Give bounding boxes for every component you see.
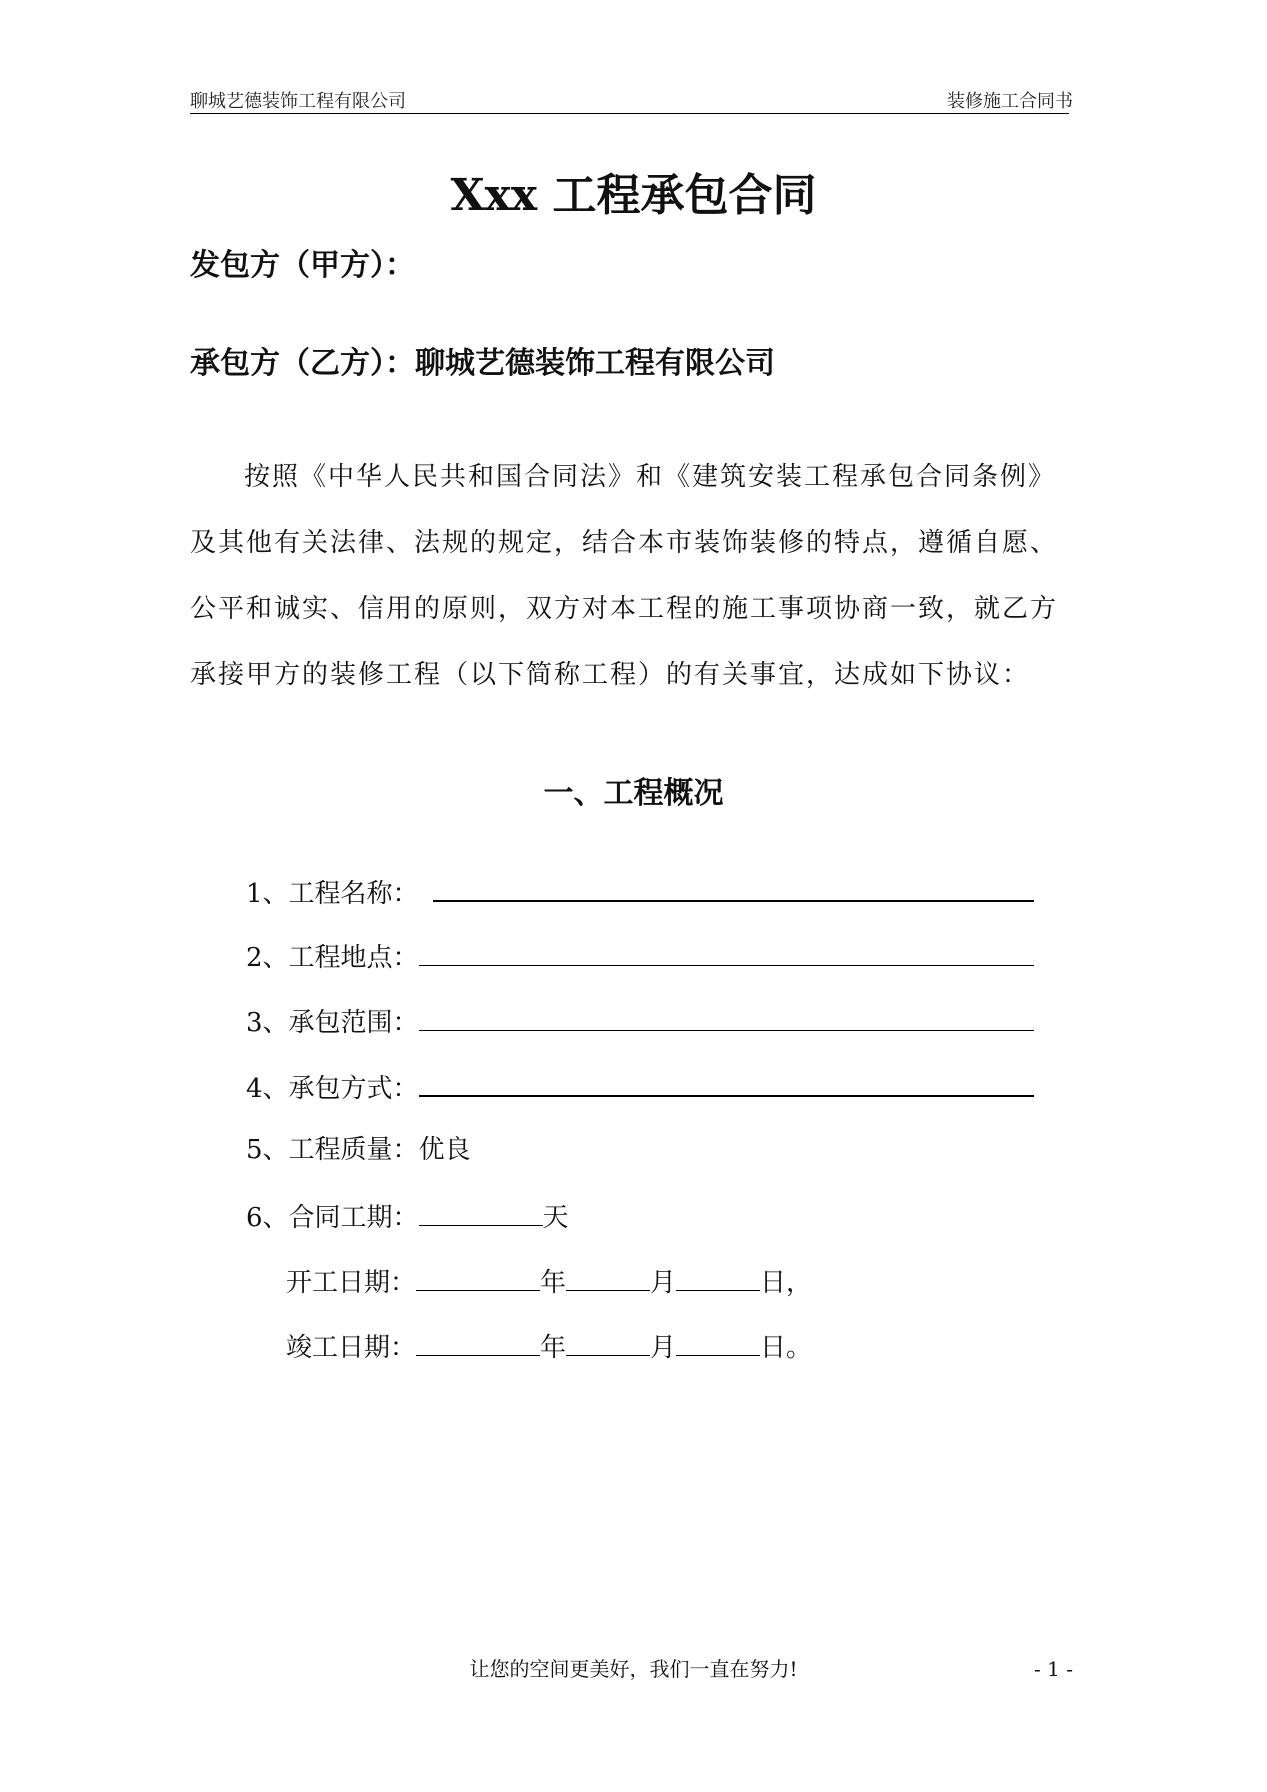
party-a-label: 发包方（甲方）： (190, 248, 415, 283)
year-unit: 年 (540, 1268, 567, 1298)
item-label: 2、工程地点： (246, 943, 419, 973)
project-name-blank[interactable] (433, 872, 1034, 902)
period-unit: 天 (542, 1203, 569, 1233)
end-date-label: 竣工日期： (286, 1333, 417, 1363)
end-year-blank[interactable] (416, 1327, 540, 1356)
item-contract-method (246, 1067, 1034, 1107)
item-project-name (246, 872, 1034, 912)
header-divider (190, 113, 1069, 114)
start-year-blank[interactable] (416, 1262, 540, 1291)
month-unit: 月 (650, 1333, 677, 1363)
end-day-blank[interactable] (676, 1327, 760, 1356)
item-label: 1、工程名称： (246, 879, 419, 909)
item-label: 4、承包方式： (246, 1074, 419, 1104)
header-company: 聊城艺德装饰工程有限公司 (190, 91, 406, 112)
project-quality-value: 优良 (418, 1135, 471, 1165)
contract-period-blank[interactable] (419, 1197, 543, 1226)
contract-method-blank[interactable] (419, 1067, 1034, 1097)
day-unit: 日。 (760, 1333, 813, 1363)
intro-paragraph: 按照《中华人民共和国合同法》和《建筑安装工程承包合同条例》及其他有关法律、法规的规定，结合本市装饰装修的特点，遵循自愿、公平和诚实、信用的原则，双方对本工程的施工事项协商一致，就乙方承接甲方的装修工程（以下简称工程）的有关事宜，达成如下协议： (190, 462, 1059, 690)
project-location-blank[interactable] (419, 937, 1034, 966)
end-date-row (286, 1327, 812, 1366)
section-title-overview: 一、工程概况 (543, 776, 724, 811)
start-day-blank[interactable] (676, 1262, 760, 1291)
month-unit: 月 (650, 1268, 677, 1298)
header-doc-type: 装修施工合同书 (947, 91, 1073, 112)
item-label: 3、承包范围： (246, 1008, 419, 1038)
item-contract-period (246, 1197, 569, 1236)
item-project-location (246, 937, 1034, 976)
party-b-label: 承包方（乙方）：聊城艺德装饰工程有限公司 (190, 346, 775, 381)
document-title: Xxx 工程承包合同 (450, 170, 817, 221)
footer-slogan: 让您的空间更美好，我们一直在努力! (469, 1657, 798, 1681)
day-unit: 日， (760, 1268, 813, 1298)
item-label: 5、工程质量： (246, 1135, 419, 1165)
item-contract-scope (246, 1002, 1034, 1041)
page-number: - 1 - (1034, 1657, 1073, 1681)
item-label: 6、合同工期： (246, 1203, 419, 1233)
year-unit: 年 (540, 1333, 567, 1363)
start-date-label: 开工日期： (286, 1268, 417, 1298)
start-date-row (286, 1262, 812, 1301)
contract-scope-blank[interactable] (419, 1002, 1034, 1031)
item-project-quality (246, 1132, 471, 1168)
end-month-blank[interactable] (566, 1327, 650, 1356)
start-month-blank[interactable] (566, 1262, 650, 1291)
